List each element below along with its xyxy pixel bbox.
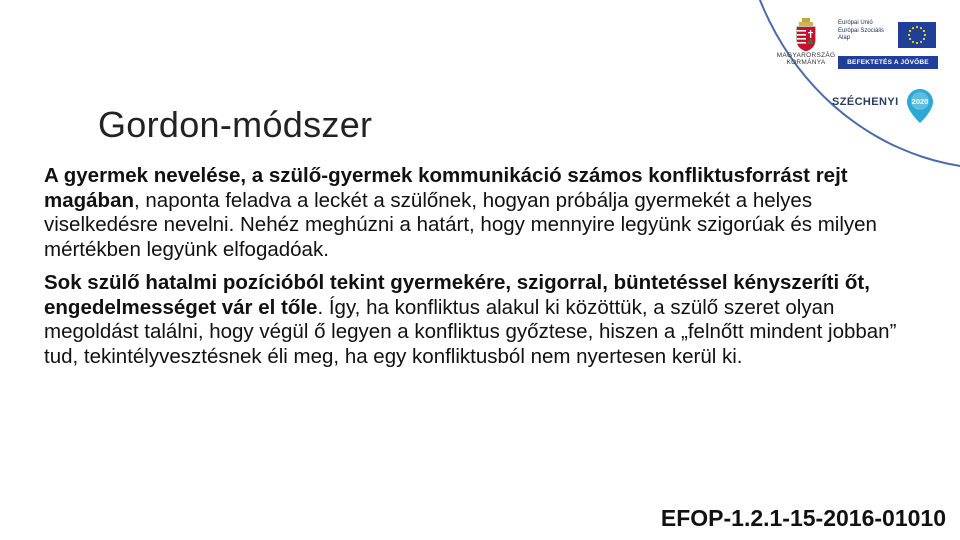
paragraph-1-bold: A gyermek nevelése, a szülő-gyermek kommunikáció számos konfliktusforrást rejt magában: [44, 164, 848, 212]
location-pin-icon: [906, 88, 934, 124]
eu-star: [923, 30, 925, 32]
slide-body: [44, 164, 924, 378]
eu-star: [920, 27, 922, 29]
eu-logo-text: [838, 20, 896, 43]
paragraph-2-bold: Sok szülő hatalmi pozícióból tekint gyermekére, szigorral, büntetéssel kényszeríti őt, engedelmességet vár el tőle: [44, 271, 870, 319]
eu-line1: Európai Unió: [838, 20, 873, 26]
eu-star: [920, 41, 922, 43]
gov-logo-line1: MAGYARORSZÁG: [776, 52, 836, 59]
gov-logo-line2: KORMÁNYA: [786, 59, 826, 66]
eu-star: [924, 34, 926, 36]
eu-star: [923, 38, 925, 40]
project-code: EFOP-1.2.1-15-2016-01010: [660, 505, 946, 531]
eu-star: [909, 38, 911, 40]
paragraph-2-text: . Így, ha konfliktus alakul ki közöttük, a szülő szeret olyan megoldást találni, hogy végül ő legyen a konfliktus győztese, hiszen a „felnőtt mindent jobban” tud, tekintélyvesztésnek éli meg, ha egy konfliktusból nem nyertesen kerül ki.: [44, 295, 897, 368]
eu-star: [912, 27, 914, 29]
hungarian-crest-icon: [793, 18, 819, 52]
eu-banner: BEFEKTETÉS A JÖVŐBE: [838, 56, 938, 69]
paragraph-1: [44, 164, 924, 262]
government-logo: [776, 18, 836, 66]
eu-star: [909, 30, 911, 32]
eu-star: [916, 42, 918, 44]
szechenyi-logo: [832, 88, 938, 124]
szechenyi-year: 2020: [911, 97, 929, 106]
eu-line3: Alap: [838, 35, 851, 41]
eu-star: [908, 34, 910, 36]
slide-title: Gordon-módszer: [98, 104, 373, 146]
eu-star: [912, 41, 914, 43]
eu-logo: [838, 20, 940, 70]
paragraph-2: [44, 271, 924, 369]
eu-star: [916, 26, 918, 28]
szechenyi-name: SZÉCHENYI: [832, 96, 899, 108]
eu-line2: Európai Szociális: [838, 27, 885, 34]
paragraph-1-text: , naponta feladva a leckét a szülőnek, hogyan próbálja gyermekét a helyes viselkedésre nevelni. Nehéz meghúzni a határt, hogy mennyire legyünk szigorúak és milyen mértékben legyünk elfogadóak.: [44, 188, 877, 261]
eu-flag-icon: [898, 22, 936, 48]
